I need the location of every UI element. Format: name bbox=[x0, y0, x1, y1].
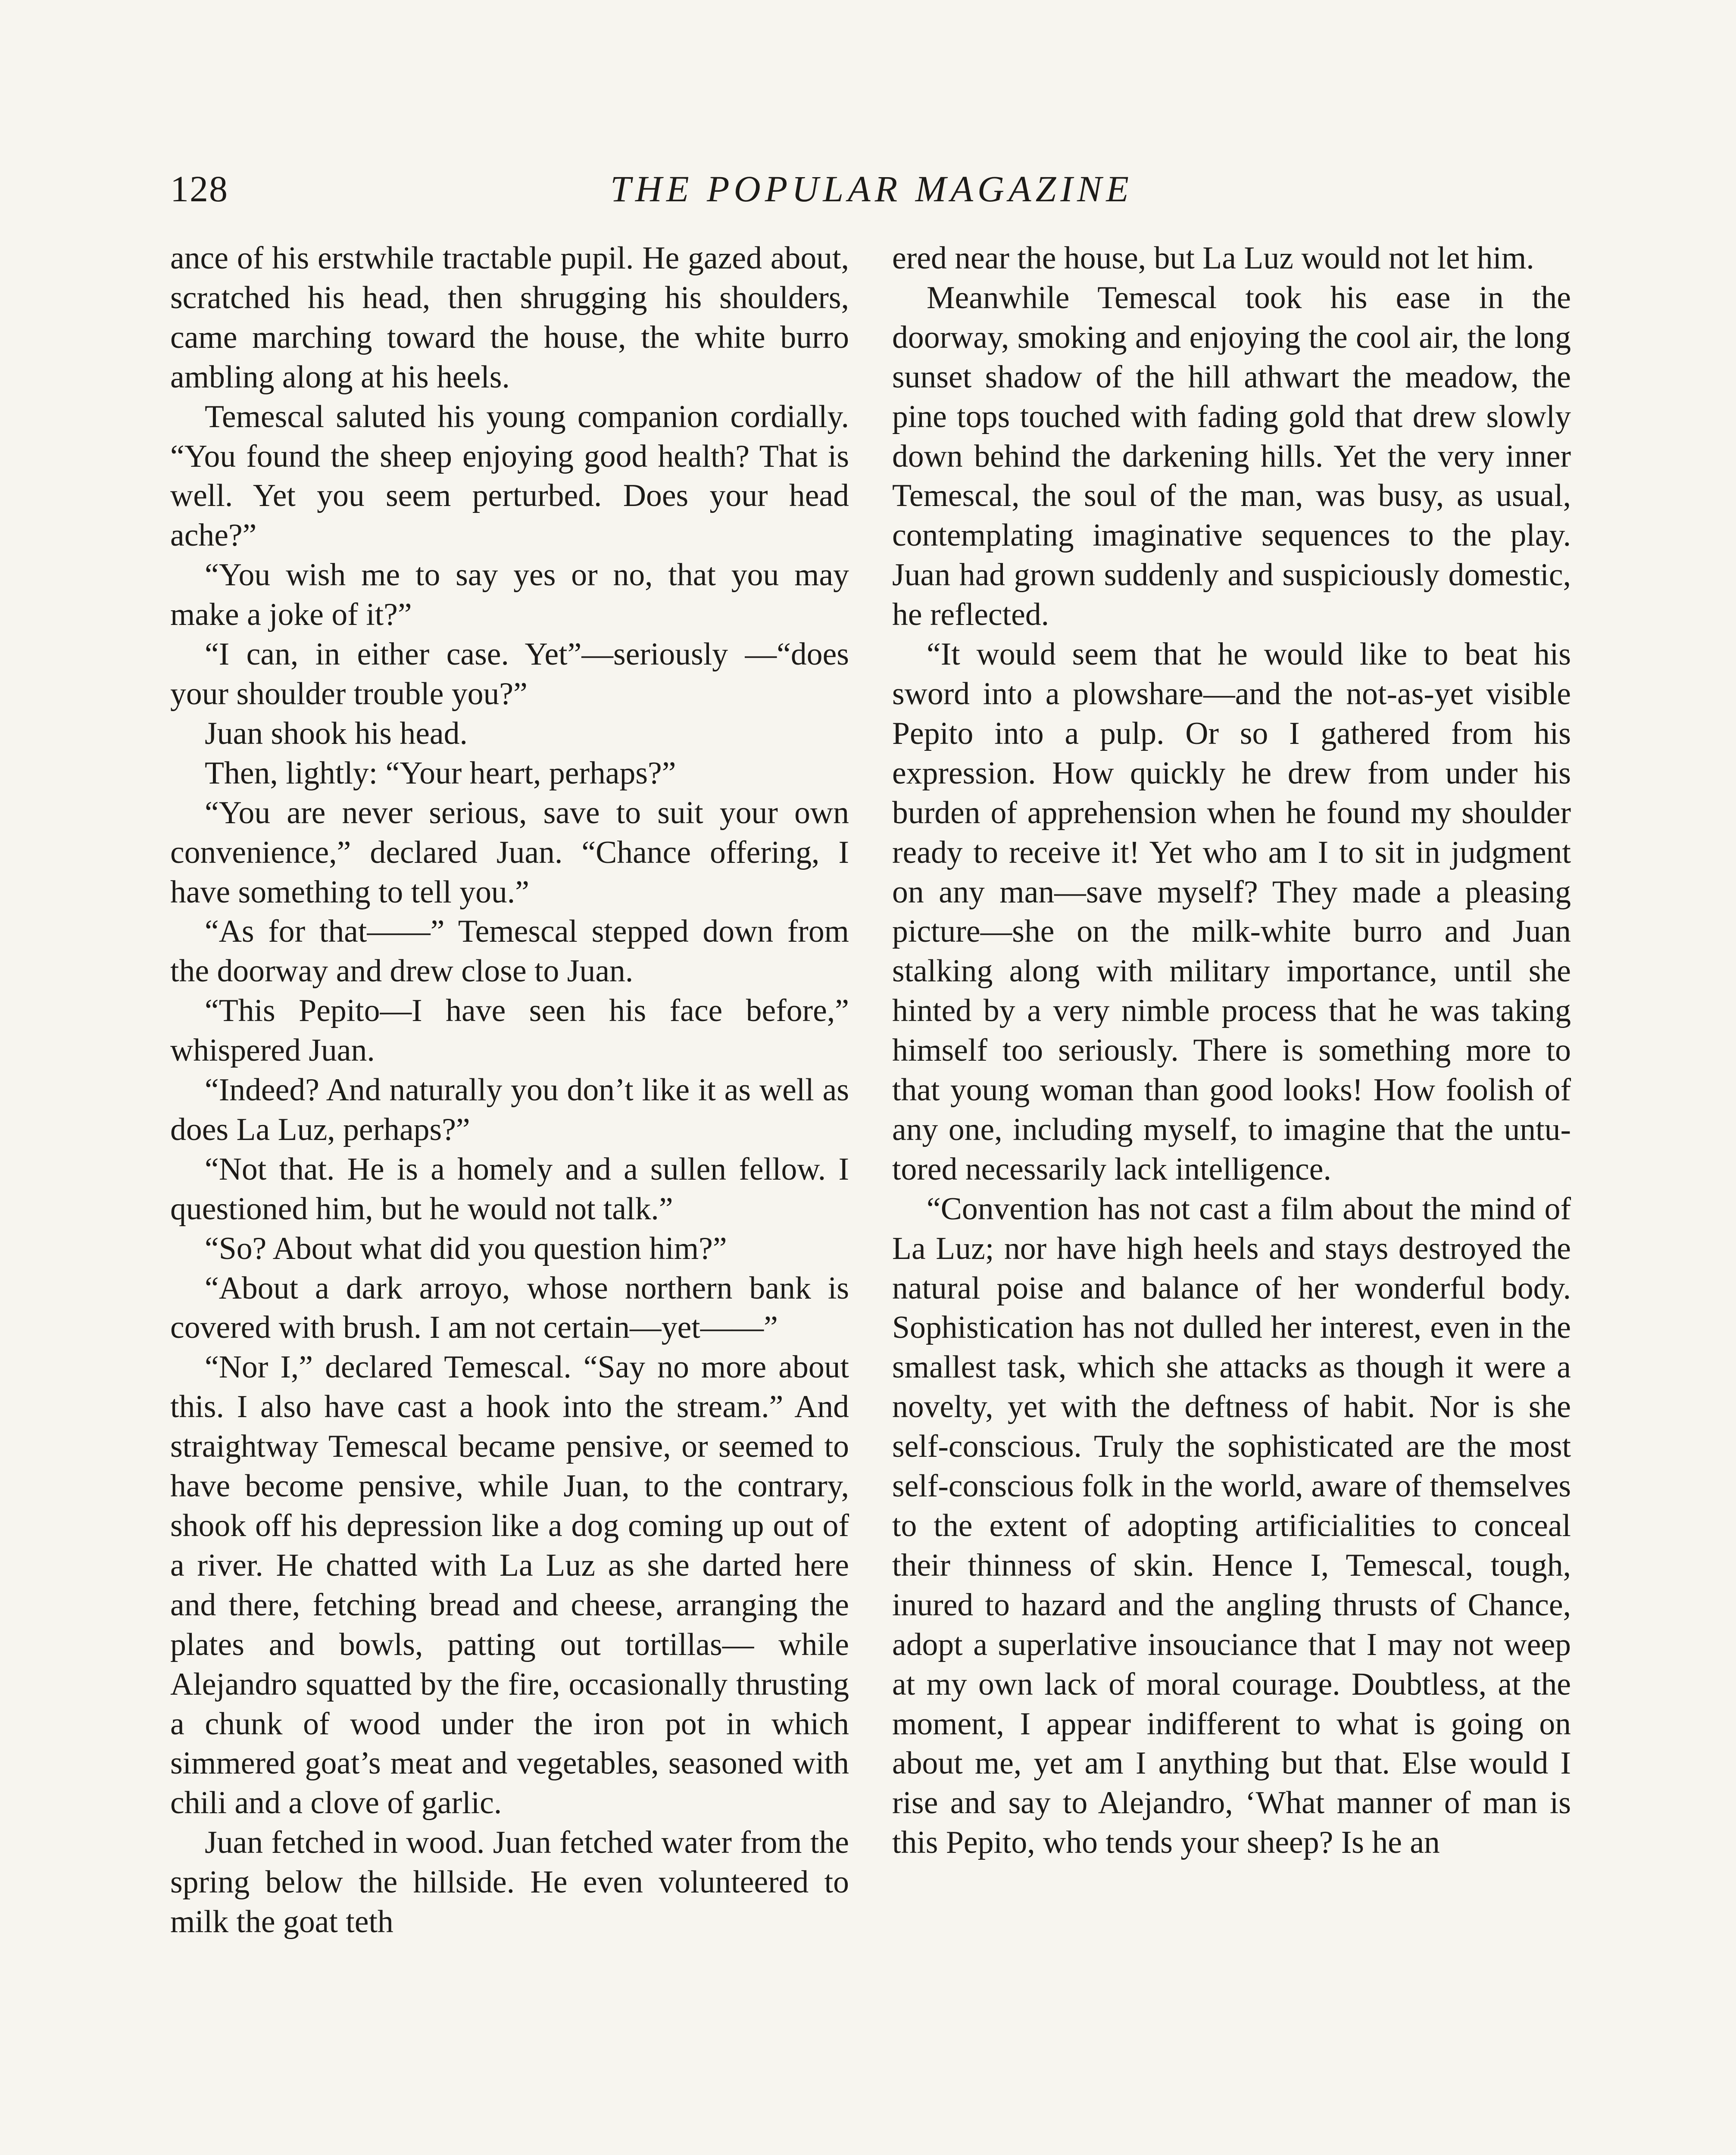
paragraph: ance of his erstwhile tractable pupil. He gazed about, scratched his head, then shrugging his shoulders, came marching toward the house, the white burro ambling along at his heels. bbox=[170, 240, 849, 394]
paragraph: Then, lightly: “Your heart, perhaps?” bbox=[205, 755, 676, 790]
paragraph: “I can, in either case. Yet”—seriously —“does your shoulder trouble you?” bbox=[170, 636, 849, 711]
paragraph: “As for that——” Temescal stepped down from the doorway and drew close to Juan. bbox=[170, 913, 849, 989]
paragraph: “Not that. He is a homely and a sullen fellow. I questioned him, but he would not talk.” bbox=[170, 1151, 849, 1226]
paragraph: “So? About what did you question him?” bbox=[205, 1230, 727, 1266]
paragraph: “About a dark arroyo, whose northern bank is covered with brush. I am not certain—yet——” bbox=[170, 1270, 849, 1345]
paragraph: Juan fetched in wood. Juan fetched water from the spring below the hillside. He even volunteered to milk the goat teth bbox=[170, 1824, 849, 1940]
paragraph: “Nor I,” declared Temescal. “Say no more about this. I also have cast a hook into the stream.” And straightway Temescal became pensive, or seemed to have become pensive, while Juan, to the contrary, shook off his depression like a dog coming up out of a river. He chatted with La Luz as she darted here and there, fetching bread and cheese, arranging the plates and bowls, patting out tortillas— while Alejandro squatted by the fire, occasionally thrusting a chunk of wood under the iron pot in which simmered goat’s meat and vegetables, seasoned with chili and a clove of garlic. bbox=[170, 1349, 849, 1821]
paragraph: Temescal saluted his young companion cordially. “You found the sheep enjoying good health? That is well. Yet you seem perturbed. Does your head ache?” bbox=[170, 398, 849, 553]
running-title: THE POPULAR MAGAZINE bbox=[610, 168, 1133, 209]
paragraph: Juan shook his head. bbox=[205, 715, 468, 751]
page-header bbox=[170, 163, 1573, 215]
paragraph: “It would seem that he would like to beat his sword into a plowshare—and the not-as-yet visible Pepito into a pulp. Or so I gathered from his expression. How quickly he drew from under his burden of apprehension when he found my shoulder ready to receive it! Yet who am I to sit in judgment on any man—save myself? They made a pleasing picture—she on the milk-white burro and Juan stalking along with military importance, until she hinted by a very nimble process that he was taking himself too seriously. There is something more to that young woman than good looks! How foolish of any one, including myself, to imagine that the untutored necessarily lack intelligence. bbox=[892, 636, 1571, 1187]
paragraph: Meanwhile Temescal took his ease in the doorway, smoking and enjoying the cool air, the long sunset shadow of the hill athwart the meadow, the pine tops touched with fading gold that drew slowly down behind the darkening hills. Yet the very inner Temescal, the soul of the man, was busy, as usual, contemplating imaginative sequences to the play. Juan had grown suddenly and suspiciously domestic, he reflected. bbox=[892, 279, 1571, 632]
paragraph: “You wish me to say yes or no, that you may make a joke of it?” bbox=[170, 557, 849, 632]
paragraph: “Indeed? And naturally you don’t like it as well as does La Luz, perhaps?” bbox=[170, 1072, 849, 1147]
right-column bbox=[892, 238, 1571, 2155]
page-number: 128 bbox=[170, 168, 228, 209]
paragraph: “This Pepito—I have seen his face before,” whispered Juan. bbox=[170, 993, 849, 1068]
left-column bbox=[170, 238, 849, 2155]
paragraph: “You are never serious, save to suit your own convenience,” declared Juan. “Chance offering, I have something to tell you.” bbox=[170, 794, 849, 909]
paragraph: ered near the house, but La Luz would not let him. bbox=[892, 240, 1534, 275]
paragraph: “Convention has not cast a film about the mind of La Luz; nor have high heels and stays destroyed the natural poise and balance of her wonderful body. Sophistication has not dulled her interest, even in the smallest task, which she attacks as though it were a novelty, yet with the deftness of habit. Nor is she self-conscious. Truly the sophisticated are the most self-conscious folk in the world, aware of themselves to the extent of adopting artificialities to conceal their thinness of skin. Hence I, Temescal, tough, inured to hazard and the angling thrusts of Chance, adopt a superlative insouciance that I may not weep at my own lack of moral courage. Doubtless, at the moment, I appear indifferent to what is going on about me, yet am I anything but that. Else would I rise and say to Alejandro, ‘What manner of man is this Pepito, who tends your sheep? Is he an bbox=[892, 1190, 1571, 1860]
